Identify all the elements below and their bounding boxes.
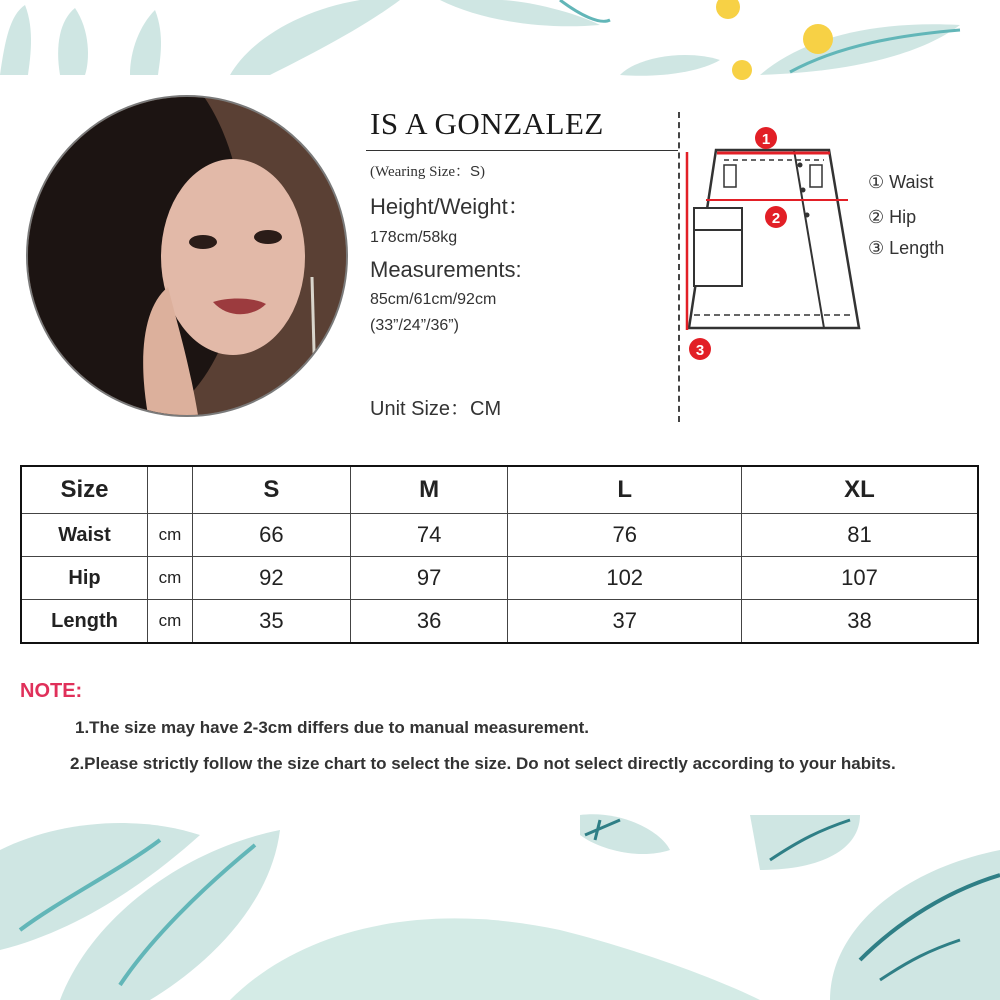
legend-hip-label: Hip xyxy=(889,207,917,227)
size-header-m: M xyxy=(350,466,508,514)
table-cell: 35 xyxy=(193,600,351,644)
size-header-l: L xyxy=(508,466,741,514)
row-unit: cm xyxy=(148,600,193,644)
size-header-s: S xyxy=(193,466,351,514)
row-unit: cm xyxy=(148,514,193,557)
legend-hip xyxy=(868,207,916,228)
wearing-size-value: S xyxy=(470,163,481,180)
unit-size xyxy=(370,392,501,421)
table-cell: 66 xyxy=(193,514,351,557)
table-cell: 97 xyxy=(350,557,508,600)
portrait-illustration xyxy=(28,97,346,415)
table-cell: 92 xyxy=(193,557,351,600)
marker-3: 3 xyxy=(695,342,705,359)
size-header-xl: XL xyxy=(741,466,978,514)
size-header-label: Size xyxy=(21,466,148,514)
height-weight-label: Height/Weight： xyxy=(370,194,530,219)
note-line-1: 1.The size may have 2-3cm differs due to manual measurement. xyxy=(75,718,589,737)
legend-hip-number: ② xyxy=(868,207,885,227)
row-label-length: Length xyxy=(21,600,148,644)
measurements-cm: 85cm/61cm/92cm xyxy=(370,291,497,308)
row-label-hip: Hip xyxy=(21,557,148,600)
table-cell: 37 xyxy=(508,600,741,644)
wearing-size xyxy=(370,160,485,181)
note-line-2: 2.Please strictly follow the size chart to select the size. Do not select directly according to your habits. xyxy=(70,754,896,773)
table-cell: 107 xyxy=(741,557,978,600)
table-header-row xyxy=(21,466,978,514)
unit-header-empty xyxy=(148,466,193,514)
table-cell: 36 xyxy=(350,600,508,644)
legend-waist xyxy=(868,172,934,193)
legend-waist-number: ① xyxy=(868,172,885,192)
table-cell: 38 xyxy=(741,600,978,644)
marker-1: 1 xyxy=(761,131,771,148)
unit-size-label: Unit Size： xyxy=(370,398,471,420)
top-leaf-decoration xyxy=(0,0,1000,80)
table-row xyxy=(21,514,978,557)
model-portrait xyxy=(26,95,348,417)
table-cell: 81 xyxy=(741,514,978,557)
table-cell: 76 xyxy=(508,514,741,557)
legend-length-label: Length xyxy=(889,238,945,258)
name-underline xyxy=(366,150,678,151)
row-label-waist: Waist xyxy=(21,514,148,557)
measurements-inches: (33”/24”/36”) xyxy=(370,317,459,334)
note-title: NOTE: xyxy=(20,680,83,702)
table-cell: 102 xyxy=(508,557,741,600)
divider-dashed xyxy=(678,112,680,422)
legend-waist-label: Waist xyxy=(889,172,934,192)
table-cell: 74 xyxy=(350,514,508,557)
wearing-close: ) xyxy=(480,164,486,180)
wearing-label: (Wearing Size： xyxy=(370,164,471,180)
marker-2: 2 xyxy=(771,210,781,227)
size-chart-table xyxy=(20,465,979,644)
measurements-label: Measurements: xyxy=(370,257,522,282)
skirt-diagram xyxy=(684,120,864,365)
row-unit: cm xyxy=(148,557,193,600)
height-weight-value: 178cm/58kg xyxy=(370,229,458,246)
model-name: IS A GONZALEZ xyxy=(370,106,604,141)
table-row xyxy=(21,557,978,600)
legend-length xyxy=(868,238,944,259)
unit-size-value: CM xyxy=(470,398,502,420)
legend-length-number: ③ xyxy=(868,238,885,258)
bottom-leaf-decoration xyxy=(0,810,1000,1000)
table-row xyxy=(21,600,978,644)
